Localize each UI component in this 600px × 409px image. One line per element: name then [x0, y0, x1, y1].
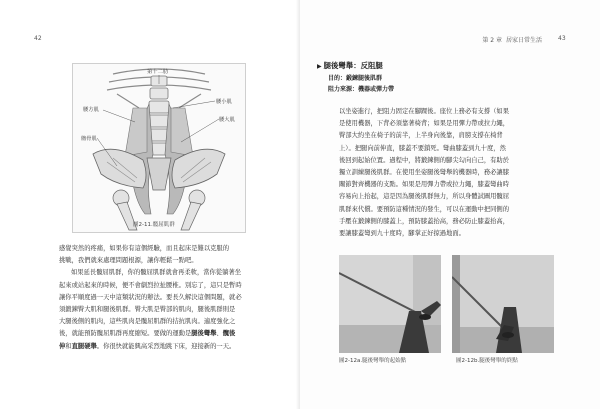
left-body-text	[59, 243, 271, 353]
body-text-segment: 和	[65, 342, 72, 350]
chapter-number: 第 2 章	[482, 37, 502, 44]
photo-hamstring-curl-start	[339, 255, 441, 353]
section-title-text: 腿後彎舉：反阻腿	[323, 61, 383, 70]
body-line: 如果延長髖屈肌群，你的髖屈肌群就會再柔軟，當你從躺著坐	[71, 269, 242, 277]
body-line	[59, 328, 271, 340]
body-line: 上）。把腿向前伸直，膝蓋不要鎖死。彎曲膝蓋到九十度，然	[339, 144, 506, 152]
body-line: 肌群來代償。要預防這種情況的發生，可以在運動中把同側的	[339, 205, 510, 213]
body-line: 臀部大約坐在椅子的前半，上半身向後靠，肩膀支撐在椅背	[339, 132, 503, 140]
photo-hamstring-curl-end	[452, 255, 554, 353]
label-quadratus-lumborum: 腰方肌	[83, 107, 99, 113]
hip-flexor-illustration	[73, 64, 245, 232]
label-iliacus: 髂骨肌	[81, 136, 97, 142]
exercise-name-hamstring-curl: 腿後彎舉	[191, 330, 217, 338]
figure-caption-2-11: 圖2-11.髖屈肌群	[133, 222, 175, 228]
body-line: 挑戰，我們就來處理問題根源，讓你輕鬆一點吧。	[59, 257, 198, 265]
hip-flexor-figure	[72, 63, 246, 233]
body-line: 感覺突然的疼痛，如果你有這個經驗，而且起床是難以克服的	[59, 245, 230, 252]
exercise-name-stiff-leg-deadlift: 直腿硬舉	[71, 342, 97, 350]
label-psoas-major: 腰大肌	[219, 117, 235, 123]
body-line: 讓你平順度過一天中這類狀況的辦法。要長久解決這個問題，就必	[59, 293, 242, 301]
right-body-text	[339, 106, 553, 240]
body-line	[59, 341, 271, 353]
label-psoas-minor: 腰小肌	[216, 99, 232, 105]
body-text-segment: 後，就能預防髖屈肌群再度縮短。要做的運動是	[59, 330, 192, 338]
body-line: 後回到起始位置。過程中，將鍛鍊側的腳尖勾向自己，有助於	[339, 156, 510, 164]
page-number-left: 42	[34, 35, 42, 42]
body-line: 容易向上抬起，這是因為腿後肌群無力，所以身體試圖用髖屈	[339, 193, 510, 201]
resistance-line: 阻力來源：機器或彈力帶	[328, 86, 395, 93]
body-line: 獨立訓練腿後肌群。在使用坐姿腿後彎舉的機器時，務必讓膝	[339, 169, 510, 177]
section-title	[317, 60, 383, 71]
body-text-segment: 、	[216, 330, 223, 338]
triangle-bullet-icon: ▶	[317, 63, 322, 70]
body-line: 起來或站起來的時候，便不會劇烈拉扯腰椎。別忘了，這只是暫時	[59, 281, 242, 289]
body-text-segment: 。你很快就能興高采烈地跳下床，迎接新的一天。	[96, 342, 236, 350]
body-line: 大腿後側的肌肉，這些肌肉是髖屈肌群的拮抗肌肉。適度強化之	[59, 318, 236, 326]
body-line: 以坐姿進行，把阻力固定在腳踝後。座位上務必有支撐（如果	[339, 108, 510, 115]
label-12th-rib: 第十二肋	[147, 69, 169, 75]
purpose-line: 目的：鍛鍊腿後肌群	[328, 75, 383, 82]
chapter-title: 居家日常生活	[505, 37, 542, 44]
exercise-name-hip-extension: 髖後	[222, 330, 236, 338]
body-line: 是使用機器，下背必須靠著椅背；如果是用彈力帶或拉力繩，	[339, 120, 510, 128]
body-line: 須鍛鍊臀大肌和腿後肌群。臀大肌是臀部的肌肉，腿後肌群則是	[59, 306, 236, 314]
photo-caption-2-12b: 圖2-12b.腿後彎舉的終點	[456, 358, 518, 364]
photo-caption-2-12a: 圖2-12a.腿後彎舉的起始點	[339, 358, 407, 364]
body-line: 手壓在鍛鍊側的膝蓋上，預防膝蓋抬高，務必防止膝蓋抬高，	[339, 217, 510, 225]
exercise-name-hip-extension-end: 伸	[59, 342, 66, 350]
body-line: 關節對齊機器的支點。如果是用彈力帶或拉力繩，膝蓋彎曲時	[339, 181, 510, 189]
running-header	[478, 35, 542, 44]
body-line: 要讓膝蓋彎到九十度時，腳掌正好掠過地面。	[339, 230, 465, 238]
page-number-right: 43	[558, 35, 566, 42]
